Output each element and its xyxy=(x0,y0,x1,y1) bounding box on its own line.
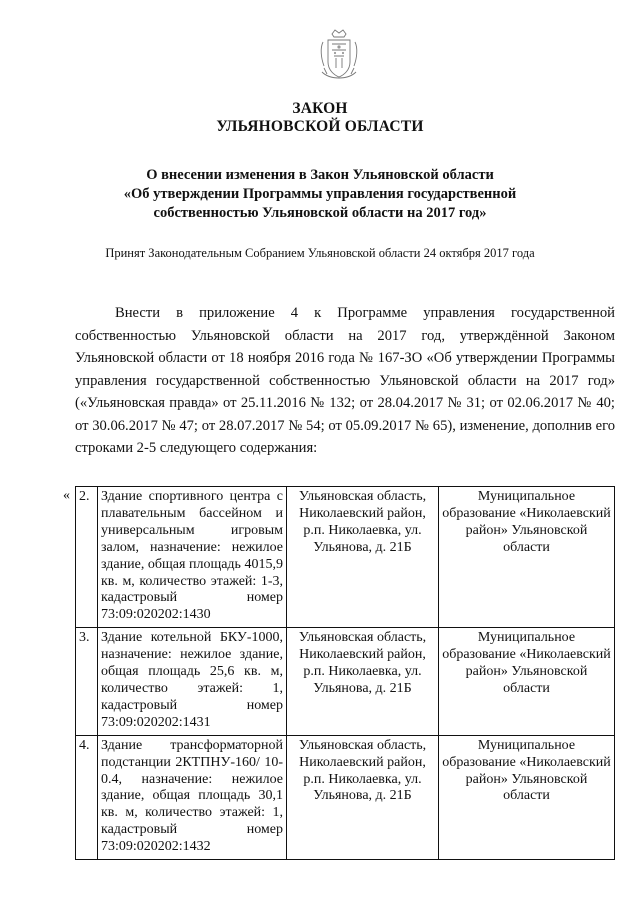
law-title-line2: УЛЬЯНОВСКОЙ ОБЛАСТИ xyxy=(216,118,424,135)
object-address: Ульяновская область, Николаевский район, р.п. Николаевка, ул. Ульянова, д. 21Б xyxy=(287,735,439,859)
table-open-quote: « xyxy=(63,488,70,503)
object-description: Здание котельной БКУ-1000, назначение: нежилое здание, общая площадь 25,6 кв. м, количество этажей: 1, кадастровый номер 73:09:020202:1431 xyxy=(98,628,287,735)
body-text xyxy=(75,302,615,460)
law-subtitle-line3: собственностью Ульяновской области на 2017 год» xyxy=(153,205,487,221)
object-owner: Муниципальное образование «Николаевский район» Ульяновской области xyxy=(439,735,615,859)
coat-of-arms-icon xyxy=(318,28,360,82)
object-description: Здание трансформаторной подстанции 2КТПНУ-160/ 10-0.4, назначение: нежилое здание, общая площадь 30,1 кв. м, количество этажей: 1, кадастровый номер 73:09:020202:1432 xyxy=(98,735,287,859)
adoption-note: Принят Законодательным Собранием Ульяновской области 24 октября 2017 года xyxy=(105,246,535,260)
row-number: 4. xyxy=(76,735,98,859)
body-paragraph: Внести в приложение 4 к Программе управления государственной собственностью Ульяновской области на 2017 год, утверждённой Законом Ульяновской области от 18 ноября 2016 года № 167-ЗО «Об утверждении Программы управления государственной собственностью Ульяновской области на 2017 год» («Ульяновская правда» от 25.11.2016 № 132; от 28.04.2017 № 31; от 02.06.2017 № 40; от 30.06.2017 № 47; от 28.07.2017 № 54; от 05.09.2017 № 65), изменение, дополнив его строками 2-5 следующего содержания: xyxy=(75,305,615,456)
amendment-table xyxy=(75,486,615,860)
object-description: Здание спортивного центра с плавательным бассейном и универсальным игровым залом, назначение: нежилое здание, общая площадь 4015,9 кв. м, количество этажей: 1-3, кадастровый номер 73:09:020202:1430 xyxy=(98,487,287,628)
law-title-line1: ЗАКОН xyxy=(292,100,348,117)
table-row xyxy=(76,628,615,735)
object-address: Ульяновская область, Николаевский район, р.п. Николаевка, ул. Ульянова, д. 21Б xyxy=(287,487,439,628)
object-address: Ульяновская область, Николаевский район, р.п. Николаевка, ул. Ульянова, д. 21Б xyxy=(287,628,439,735)
row-number: 3. xyxy=(76,628,98,735)
table-row xyxy=(76,487,615,628)
law-subtitle-line2: «Об утверждении Программы управления государственной xyxy=(123,186,517,202)
law-subtitle-line1: О внесении изменения в Закон Ульяновской области xyxy=(146,167,494,183)
object-owner: Муниципальное образование «Николаевский район» Ульяновской области xyxy=(439,487,615,628)
table-row xyxy=(76,735,615,859)
row-number: 2. xyxy=(76,487,98,628)
object-owner: Муниципальное образование «Николаевский район» Ульяновской области xyxy=(439,628,615,735)
